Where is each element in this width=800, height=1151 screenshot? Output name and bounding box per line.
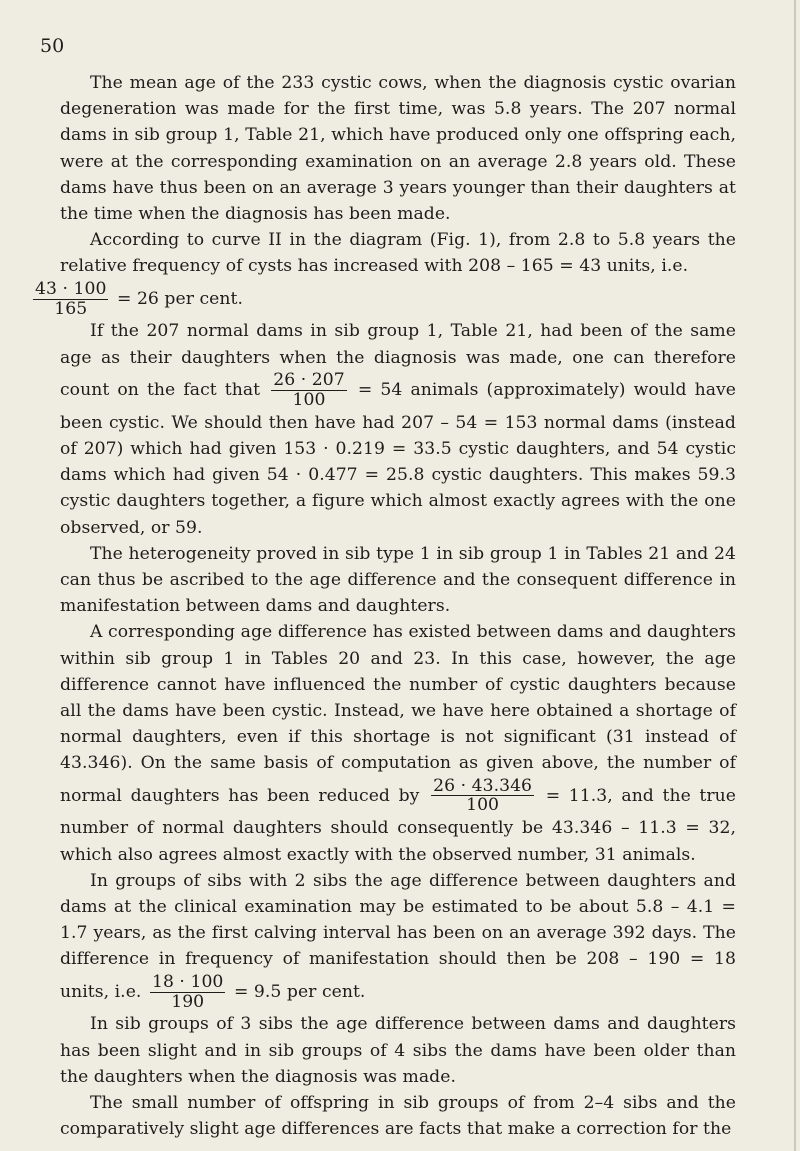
paragraph-7: In sib groups of 3 sibs the age difference between dams and daughters has been slight and in sib groups of 4 sibs the dams have been older than the daughters when the diagnosis was made. [60,1014,736,1087]
paragraph-5-text-b: = 11.3, and the true number of normal daughters should consequently be 43.346 – 11.3 = 32, which also agrees almost exactly with the observed number, 31 animals. [60,785,736,865]
paragraph-5-text-a: A corresponding age difference has existed between dams and daughters within sib group 1 in Tables 20 and 23. In this case, however, the age difference cannot have influenced the number of cystic daughters because all the dams have been cystic. Instead, we have here obtained a shortage of normal daughters, even if this shortage is not significant (31 instead of 43.346). On the same basis of computation as given above, the number of normal daughters has been reduced by [60,622,736,806]
paragraph-6-text-b: = 9.5 per cent. [233,981,366,1002]
fraction [150,973,225,1012]
paragraph-1: The mean age of the 233 cystic cows, when the diagnosis cystic ovarian degeneration was made for the first time, was 5.8 years. The 207 normal dams in sib group 1, Table 21, which have produced only one offspring each, were at the corresponding examination on an average 2.8 years old. These dams have thus been on an average 3 years younger than their daughters at the time when the diagnosis has been made. [60,73,736,225]
paragraph-3-text-b: = 54 animals (approximately) would have been cystic. We should then have had 207 – 54 = 153 normal dams (instead of 207) which had given 153 · 0.219 = 33.5 cystic daughters, and 54 cystic dams which had given 54 · 0.477 = 25.8 cystic daughters. This makes 59.3 cystic daughters together, a figure which almost exactly agrees with the one observed, or 59. [60,379,737,538]
paragraph-5 [60,619,736,867]
body-text [35,70,737,1142]
paragraph-6-text-a: In groups of sibs with 2 sibs the age difference between daughters and dams at the clinical examination may be estimated to be about 5.8 – 4.1 = 1.7 years, as the first calving interval has been on an average 392 days. The difference in frequency of manifestation should then be 208 – 190 = 18 units, i.e. [60,870,736,1002]
paragraph-8: The small number of offspring in sib groups of from 2–4 sibs and the comparatively slight age differences are facts that make a correction for the [60,1093,736,1140]
page-edge-shadow [794,0,796,1151]
fraction [271,371,346,410]
fraction-numerator: 26 · 43.346 [433,775,533,796]
paragraph-2-text: According to curve II in the diagram (Fig. 1), from 2.8 to 5.8 years the relative frequency of cysts has increased with 208 – 165 = 43 units, i.e. [60,230,736,277]
equation-43-100 [30,280,243,319]
paragraph-4: The heterogeneity proved in sib type 1 in sib group 1 in Tables 21 and 24 can thus be ascribed to the age difference and the consequent difference in manifestation between dams and daughters. [60,543,736,617]
fraction-denominator: 100 [292,389,326,410]
fraction-numerator: 43 · 100 [35,278,107,299]
fraction [33,280,108,319]
paragraph-6 [60,868,736,1012]
fraction-denominator: 100 [466,795,500,816]
fraction-numerator: 26 · 207 [273,369,345,390]
equation-result: = 26 per cent. [116,288,243,309]
fraction-denominator: 165 [54,298,88,319]
fraction-numerator: 18 · 100 [151,971,224,992]
paragraph-3-text-a: If the 207 normal dams in sib group 1, Table 21, had been of the same age as their daughters when the diagnosis was made, one can therefore count on the fact that [60,321,736,400]
paragraph-3 [60,318,736,540]
paragraph-2 [35,227,736,319]
page-number: 50 [40,35,65,57]
fraction-denominator: 190 [171,991,205,1012]
fraction [431,777,534,816]
